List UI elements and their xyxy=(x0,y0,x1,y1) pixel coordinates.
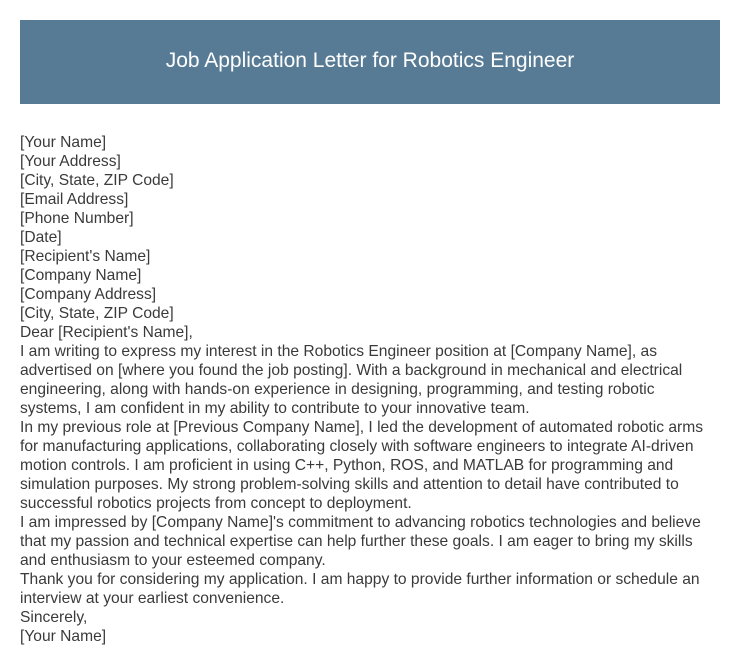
paragraph-line: that my passion and technical expertise can help further these goals. I am eager to bring my skills xyxy=(20,533,693,550)
paragraph-line: engineering, along with hands-on experience in designing, programming, and testing robotic xyxy=(20,381,655,398)
paragraph-line: I am writing to express my interest in the Robotics Engineer position at [Company Name], as xyxy=(20,343,658,360)
recipient-name: [Recipient's Name] xyxy=(20,248,151,265)
recipient-company-address: [Company Address] xyxy=(20,286,157,303)
paragraph-line: motion controls. I am proficient in using C++, Python, ROS, and MATLAB for programming and xyxy=(20,457,674,474)
sender-phone: [Phone Number] xyxy=(20,210,134,227)
sender-block xyxy=(20,133,725,228)
paragraph-line: for manufacturing applications, collaborating closely with software engineers to integrate AI-driven xyxy=(20,438,694,455)
letter-body xyxy=(20,133,725,646)
recipient-company: [Company Name] xyxy=(20,267,142,284)
paragraph-line: In my previous role at [Previous Company Name], I led the development of automated robotic arms xyxy=(20,419,703,436)
paragraph-introduction xyxy=(20,342,725,418)
salutation: Dear [Recipient's Name], xyxy=(20,324,193,341)
paragraph-line: interview at your earliest convenience. xyxy=(20,590,285,607)
sender-email: [Email Address] xyxy=(20,191,129,208)
paragraph-line: successful robotics projects from concept to deployment. xyxy=(20,495,412,512)
paragraph-line: simulation purposes. My strong problem-solving skills and attention to detail have contributed to xyxy=(20,476,679,493)
paragraph-line: advertised on [where you found the job posting]. With a background in mechanical and electrical xyxy=(20,362,683,379)
page-title: Job Application Letter for Robotics Engineer xyxy=(165,49,575,72)
paragraph-line: I am impressed by [Company Name]'s commitment to advancing robotics technologies and believe xyxy=(20,514,701,531)
recipient-block xyxy=(20,247,725,323)
title-banner xyxy=(20,20,720,104)
paragraph-motivation xyxy=(20,513,725,570)
letter-date: [Date] xyxy=(20,229,62,246)
closing: Sincerely, xyxy=(20,609,88,626)
paragraph-line: systems, I am confident in my ability to contribute to your innovative team. xyxy=(20,400,530,417)
recipient-city-state-zip: [City, State, ZIP Code] xyxy=(20,305,174,322)
signature: [Your Name] xyxy=(20,628,107,645)
sender-address: [Your Address] xyxy=(20,153,121,170)
sender-name: [Your Name] xyxy=(20,134,107,151)
paragraph-line: Thank you for considering my application. I am happy to provide further information or schedule an xyxy=(20,571,700,588)
paragraph-closing xyxy=(20,570,725,608)
sender-city-state-zip: [City, State, ZIP Code] xyxy=(20,172,174,189)
paragraph-experience xyxy=(20,418,725,513)
paragraph-line: and enthusiasm to your esteemed company. xyxy=(20,552,326,569)
